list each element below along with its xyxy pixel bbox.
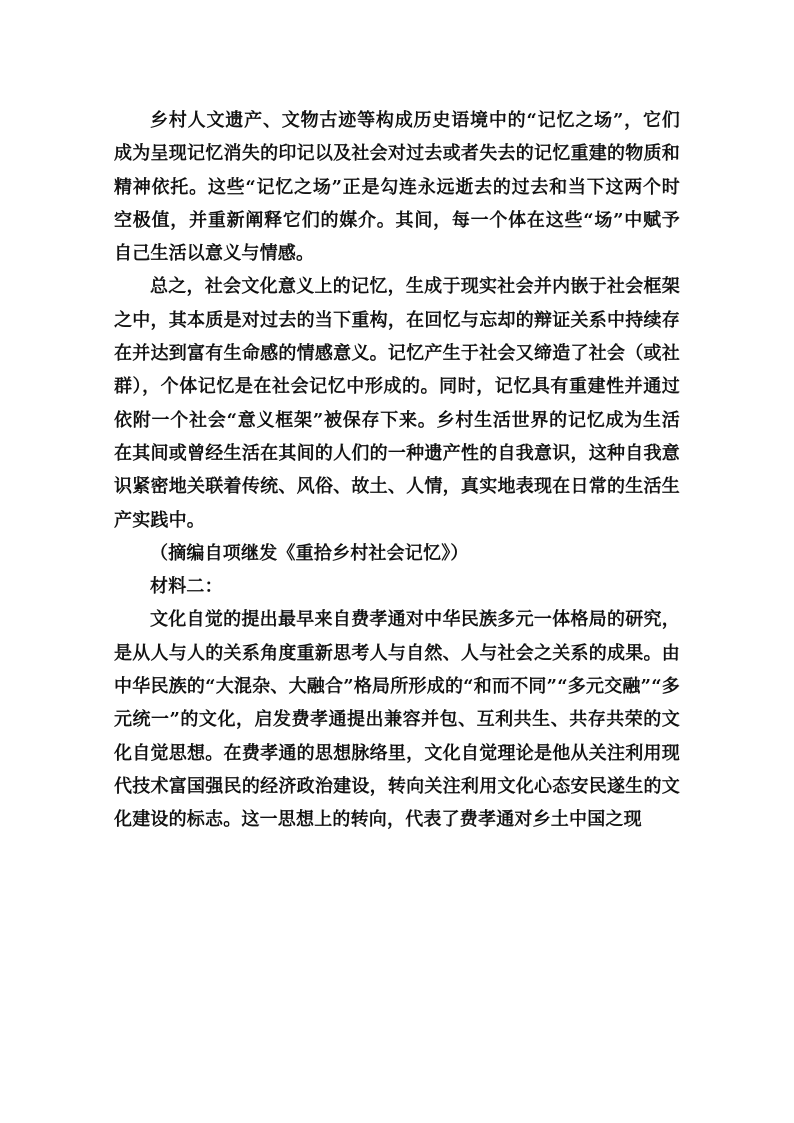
paragraph-2: 总之，社会文化意义上的记忆，生成于现实社会并内嵌于社会框架之中，其本质是对过去的当下重构，在回忆与忘却的辩证关系中持续存在并达到富有生命感的情感意义。记忆产生于社会又缔造了社会（或社群），个体记忆是在社会记忆中形成的。同时，记忆具有重建性并通过依附一个社会“意义框架”被保存下来。乡村生活世界的记忆成为生活在其间或曾经生活在其间的人们的一种遗产性的自我意识，这种自我意识紧密地关联着传统、风俗、故土、人情，真实地表现在日常的生活生产实践中。 xyxy=(114,276,680,531)
paragraph-3: 文化自觉的提出最早来自费孝通对中华民族多元一体格局的研究，是从人与人的关系角度重新思考人与自然、人与社会之关系的成果。由中华民族的“大混杂、大融合”格局所形成的“和而不同”“多元交融”“多元统一”的文化，启发费孝通提出兼容并包、互利共生、共存共荣的文化自觉思想。在费孝通的思想脉络里，文化自觉理论是他从关注利用现代技术富国强民的经济政治建设，转向关注利用文化心态安民遂生的文化建设的标志。这一思想上的转向，代表了费孝通对乡土中国之现 xyxy=(114,609,680,831)
source-citation: （摘编自项继发《重拾乡村社会记忆》） xyxy=(150,542,469,564)
section-heading: 材料二： xyxy=(150,576,223,598)
paragraph-1: 乡村人文遗产、文物古迹等构成历史语境中的“记忆之场”，它们成为呈现记忆消失的印记以及社会对过去或者失去的记忆重建的物质和精神依托。这些“记忆之场”正是勾连永远逝去的过去和当下这两个时空极值，并重新阐释它们的媒介。其间，每一个体在这些“场”中赋予自己生活以意义与情感。 xyxy=(114,110,680,265)
body-text xyxy=(114,104,680,837)
